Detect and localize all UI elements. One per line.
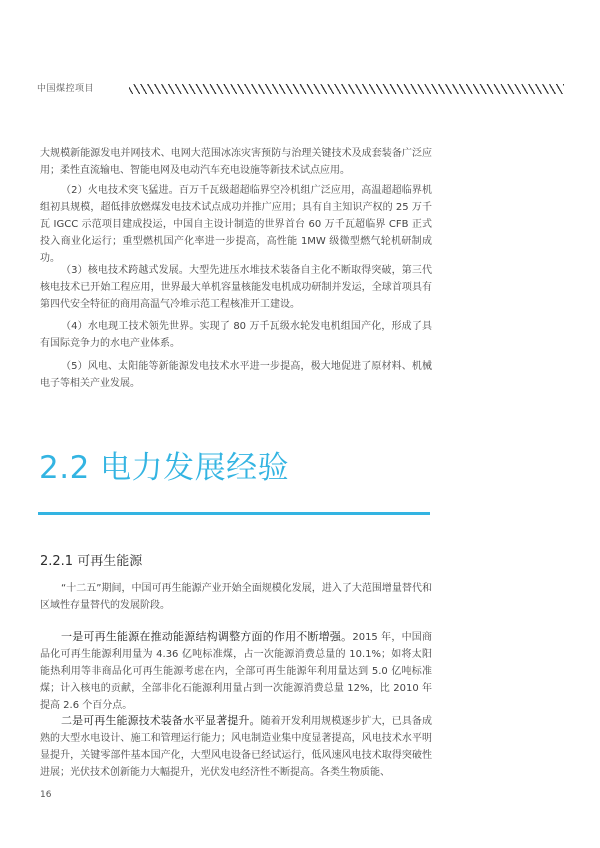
paragraph-body: 2015 年，中国商品化可再生能源利用量为 4.36 亿吨标准煤，占一次能源消费总量的 10.1%；如将太阳能热利用等非商品化可再生能源考虑在内，全部可再生能源年利用量达到 5.0 亿吨标准煤；计入核电的贡献，全部非化石能源利用量占到一次能源消费总量 12%，比 2010 年提高 2.6 个百分点。	[40, 632, 432, 711]
header-title: 中国煤控项目	[37, 84, 95, 94]
body-paragraph: （3）核电技术跨越式发展。大型先进压水堆技术装备自主化不断取得突破，第三代核电技术已开始工程应用，世界最大单机容量核能发电机成功研制并发运，全球首项具有第四代安全特征的商用高温气冷堆示范工程核准开工建设。	[40, 265, 432, 310]
paragraph-lead: 二是可再生能源技术装备水平显著提升。	[61, 714, 261, 727]
chapter-rule	[38, 512, 430, 515]
section-title: 2.2.1 可再生能源	[40, 554, 143, 569]
header-hatch-decoration	[129, 84, 564, 94]
body-paragraph	[40, 628, 432, 714]
body-paragraph: （2）火电技术突飞猛进。百万千瓦级超超临界空冷机组广泛应用，高温超超临界机组初具规模，超低排放燃煤发电技术试点成功并推广应用；具有自主知识产权的 25 万千瓦 IGCC 示范项目建成投运，中国自主设计制造的世界首台 60 万千瓦超临界 CFB 正式投入商业化运行；重型燃机国产化率进一步提高，高性能 1MW 级微型燃气轮机研制成功。	[40, 185, 432, 264]
body-paragraph: （4）水电现工技术领先世界。实现了 80 万千瓦级水轮发电机组国产化，形成了具有国际竞争力的水电产业体系。	[40, 321, 432, 349]
paragraph-lead: 一是可再生能源在推动能源结构调整方面的作用不断增强。	[61, 630, 353, 643]
body-paragraph	[40, 712, 432, 781]
body-paragraph: （5）风电、太阳能等新能源发电技术水平进一步提高，极大地促进了原材料、机械电子等相关产业发展。	[40, 361, 432, 389]
body-paragraph: “十二五”期间，中国可再生能源产业开始全面规模化发展，进入了大范围增量替代和区域性存量替代的发展阶段。	[40, 583, 432, 611]
paragraph-body: 随着开发利用规模逐步扩大，已具备成熟的大型水电设计、施工和管理运行能力；风电制造业集中度显著提高，风电技术水平明显提升，关键零部件基本国产化，大型风电设备已经试运行，低风速风电技术取得突破性进展；光伏技术创新能力大幅提升，光伏发电经济性不断提高。各类生物质能、	[40, 716, 433, 778]
running-header	[37, 82, 564, 96]
page-number: 16	[40, 790, 52, 800]
chapter-title: 2.2 电力发展经验	[39, 450, 290, 486]
body-paragraph: 大规模新能源发电并网技术、电网大范围冰冻灾害预防与治理关键技术及成套装备广泛应用；柔性直流输电、智能电网及电动汽车充电设施等新技术试点应用。	[40, 148, 432, 176]
